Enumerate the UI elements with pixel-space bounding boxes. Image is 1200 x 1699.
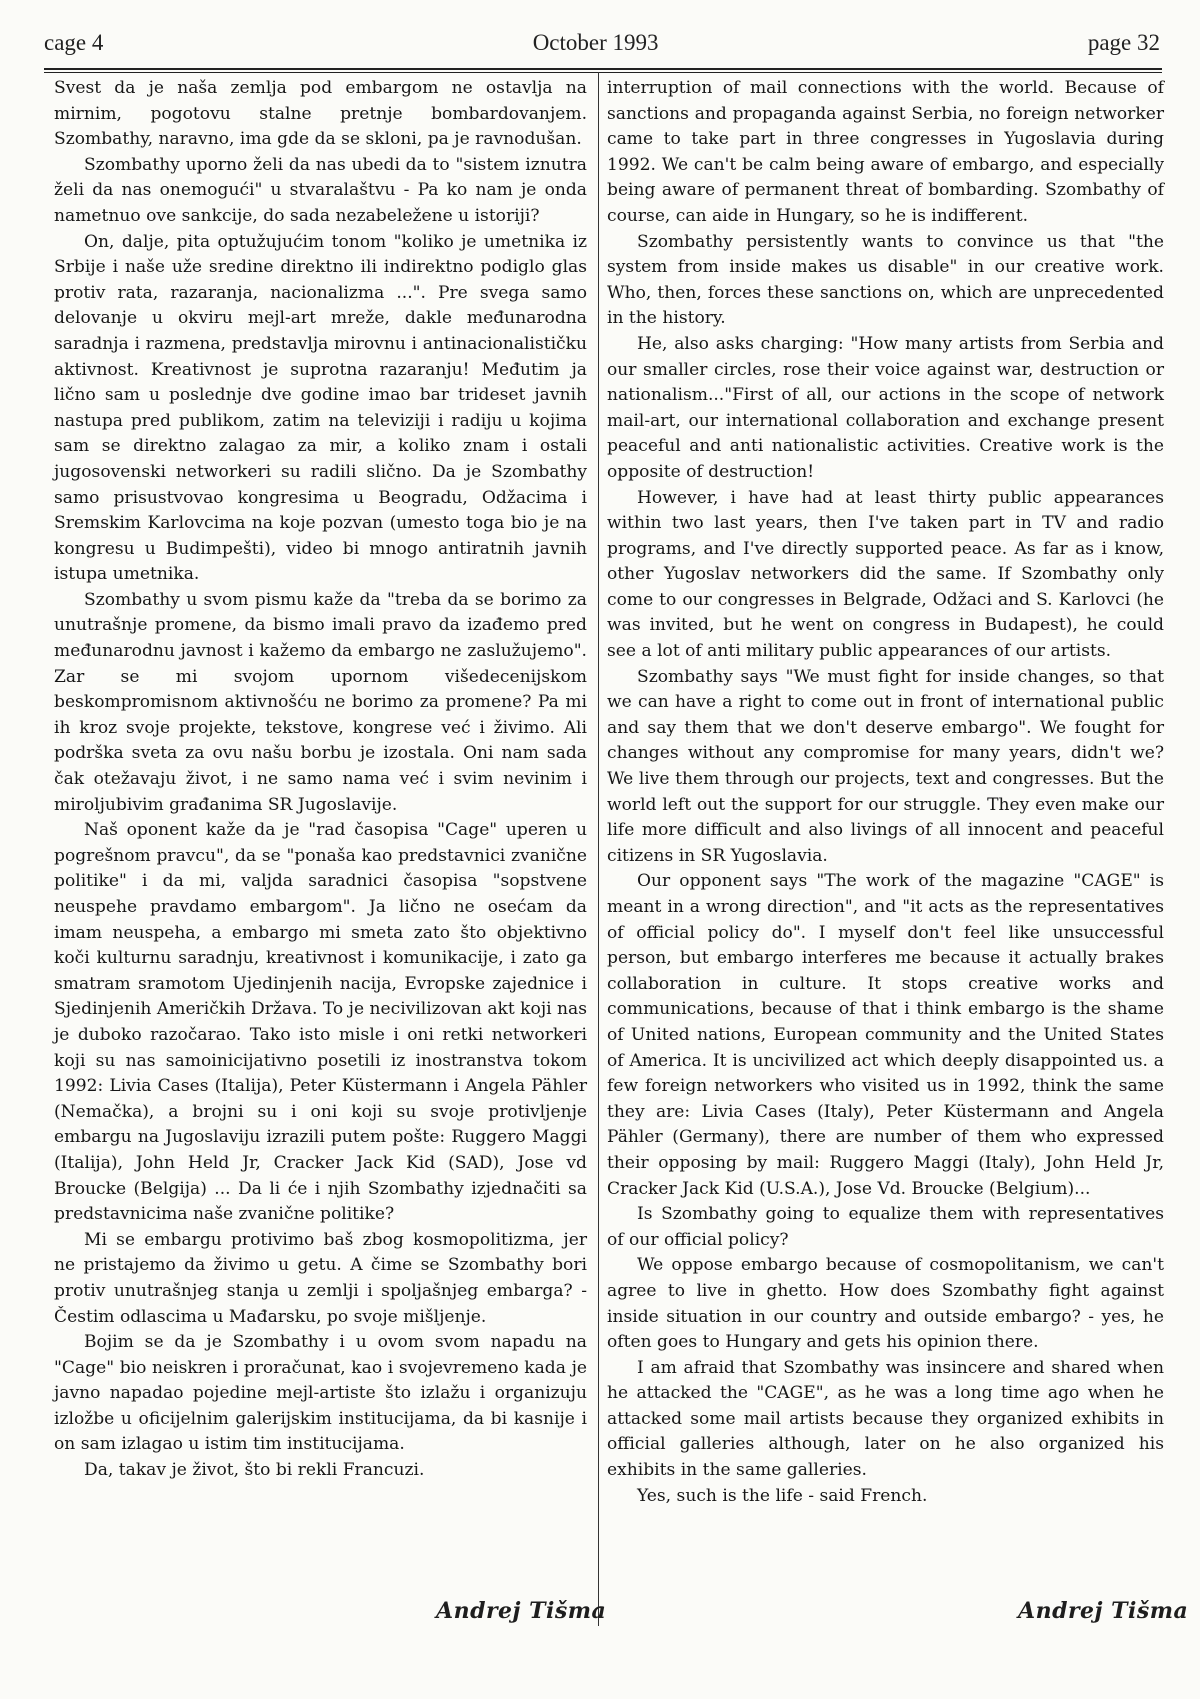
author-signature: Andrej Tišma [1018,1598,1189,1624]
paragraph: He, also asks charging: "How many artists from Serbia and our smaller circles, rose their voice against war, destruction or nationalism..."First of all, our actions in the scope of network mail-art, our international collaboration and exchange present peaceful and anti nationalistic activities. Creative work is the opposite of destruction! [607,333,1164,482]
author-signature: Andrej Tišma [436,1598,607,1624]
paragraph: Da, takav je život, što bi rekli Francuzi. [84,1460,425,1481]
paragraph: Mi se embargu protivimo baš zbog kosmopolitizma, jer ne pristajemo da živimo u getu. A čime se Szombathy bori protiv unutrašnjeg stanja u zemlji i spoljašnjeg embarga? - Čestim odlascima u Mađarsku, po svoje mišljenje. [54,1229,587,1327]
paragraph: Bojim se da je Szombathy i u ovom svom napadu na "Cage" bio neiskren i proračunat, kao i svojevremeno kada je javno napadao pojedine mejl-artiste što izlažu i organizuju izložbe u oficijelnim galerijskim institucijama, da bi kasnije i on sam izlagao u istim tim institucijama. [54,1332,587,1455]
paragraph: Naš oponent kaže da je "rad časopisa "Cage" uperen u pogrešnom pravcu", da se "ponaša kao predstavnici zvanične politike" i da mi, valjda saradnici časopisa "sopstvene neuspehe pravdamo embargom". Ja lično ne osećam da imam neuspeha, a embargo mi smeta zato što objektivno koči kulturnu saradnju, kreativnost i komunikacije, i zato ga smatram sramotom Ujedinjenih nacija, Evropske zajednice i Sjedinjenih Američkih Država. To je necivilizovan akt koji nas je duboko razočarao. Tako isto misle i oni retki networkeri koji su nas samoinicijativno posetili iz inostranstva tokom 1992: Livia Cases (Italija), Peter Küstermann i Angela Pähler (Nemačka), a brojni su i oni koji su svoje protivljenje embargu na Jugoslaviju izrazili putem pošte: Ruggero Maggi (Italija), John Held Jr, Cracker Jack Kid (SAD), Jose vd Broucke (Belgija) ... Da li će i njih Szombathy izjednačiti sa predstavnicima naše zvanične politike? [54,820,587,1225]
paragraph: On, dalje, pita optužujućim tonom "koliko je umetnika iz Srbije i naše uže sredine direktno ili indirektno podiglo glas protiv rata, razaranja, nacionalizma ...". Pre svega samo delovanje u okviru mejl-art mreže, dakle međunarodna saradnja i razmena, predstavlja mirovnu i antinacionalističku aktivnost. Kreativnost je suprotna razaranju! Međutim ja lično sam u poslednje dve godine imao bar trideset javnih nastupa pred publikom, zatim na televiziji i radiju u kojima sam se direktno zalagao za mir, a koliko znam i ostali jugosovenski networkeri su radili slično. Da je Szombathy samo prisustvovao kongresima u Beogradu, Odžacima i Sremskim Karlovcima na koje pozvan (umesto toga bio je na kongresu u Budimpešti), video bi mnogo antiratnih javnih istupa umetnika. [54,231,587,585]
english-text-column [607,76,1164,1509]
header-publication: cage 4 [44,30,104,55]
paragraph: We oppose embargo because of cosmopolitanism, we can't agree to live in ghetto. How does Szombathy fight against inside situation in our country and outside embargo? - yes, he often goes to Hungary and gets his opinion there. [607,1255,1164,1353]
serbian-text-column [54,76,587,1484]
paragraph: Szombathy uporno želi da nas ubedi da to "sistem iznutra želi da nas onemogući" u stvaralaštvu - Pa ko nam je onda nametnuo ove sankcije, do sada nezabeležene u istoriji? [54,154,587,226]
header-rule-thin [44,72,1162,73]
paragraph: Our opponent says "The work of the magazine "CAGE" is meant in a wrong direction", and "it acts as the representatives of official policy do". I myself don't feel like unsuccessful person, but embargo interferes me because it actually brakes collaboration in culture. It stops creative works and communications, because of that i think embargo is the shame of United nations, European community and the United States of America. It is uncivilized act which deeply disappointed us. a few foreign networkers who visited us in 1992, think the same they are: Livia Cases (Italy), Peter Küstermann and Angela Pähler (Germany), there are number of them who expressed their opposing by mail: Ruggero Maggi (Italy), John Held Jr, Cracker Jack Kid (U.S.A.), Jose Vd. Broucke (Belgium)... [607,871,1164,1199]
paragraph: Szombathy u svom pismu kaže da "treba da se borimo za unutrašnje promene, da bismo imali pravo da izađemo pred međunarodnu javnost i kažemo da embargo ne zaslužujemo". Zar se mi svojom upornom višedecenijskom beskompromisnom aktivnošću ne borimo za promene? Pa mi ih kroz svoje projekte, tekstove, kongrese već i živimo. Ali podrška sveta za ovu našu borbu je izostala. Oni nam sada čak otežavaju život, i ne samo nama već i svim nevinim i miroljubivim građanima SR Jugoslavije. [54,589,587,815]
header-page-number: page 32 [1087,30,1160,55]
paragraph: Svest da je naša zemlja pod embargom ne ostavlja na mirnim, pogotovu stalne pretnje bombardovanjem. Szombathy, naravno, ima gde da se skloni, pa je ravnodušan. [54,78,587,150]
page-header [44,30,1160,68]
header-date: October 1993 [532,30,659,55]
paragraph: Szombathy persistently wants to convince us that "the system from inside makes us disable" in our creative work. Who, then, forces these sanctions on, which are unprecedented in the history. [607,231,1164,329]
paragraph: Is Szombathy going to equalize them with representatives of our official policy? [607,1204,1164,1250]
paragraph: However, i have had at least thirty public appearances within two last years, then I've taken part in TV and radio programs, and I've directly supported peace. As far as i know, other Yugoslav networkers did the same. If Szombathy only come to our congresses in Belgrade, Odžaci and S. Karlovci (he was invited, but he went on congress in Budapest), he could see a lot of anti military public appearances of our artists. [607,487,1164,662]
paragraph: Yes, such is the life - said French. [637,1485,928,1506]
header-rule [44,68,1162,70]
paragraph: Szombathy says "We must fight for inside changes, so that we can have a right to come out in front of international public and say them that we don't deserve embargo". We fought for changes without any compromise for many years, didn't we? We live them through our projects, text and congresses. But the world left out the support for our struggle. They even make our life more difficult and also livings of all innocent and peaceful citizens in SR Yugoslavia. [607,666,1164,866]
paragraph: interruption of mail connections with the world. Because of sanctions and propaganda against Serbia, no foreign networker came to take part in three congresses in Yugoslavia during 1992. We can't be calm being aware of embargo, and especially being aware of permanent threat of bombarding. Szombathy of course, can aide in Hungary, so he is indifferent. [607,78,1164,226]
column-divider [598,72,599,1626]
paragraph: I am afraid that Szombathy was insincere and shared when he attacked the "CAGE", as he was a long time ago when he attacked some mail artists because they organized exhibits in official galleries although, later on he also organized his exhibits in the same galleries. [607,1357,1164,1481]
